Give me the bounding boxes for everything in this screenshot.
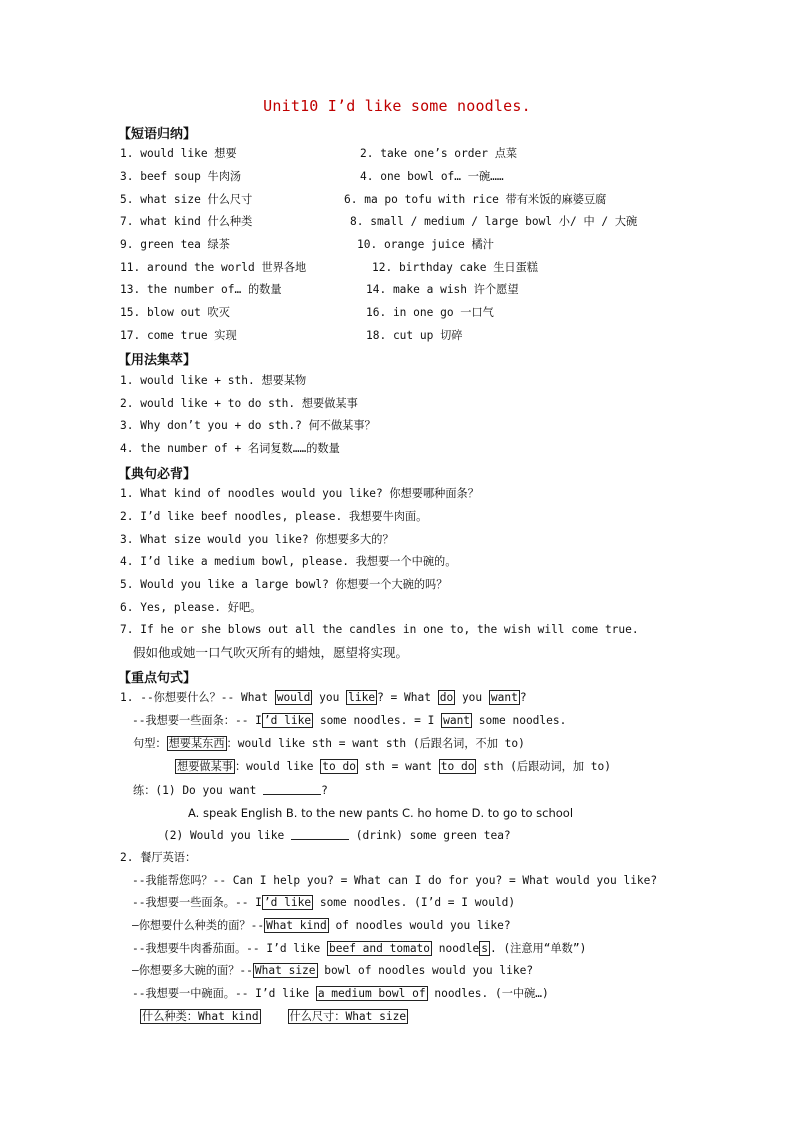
boxed-word: s bbox=[481, 942, 488, 955]
phrase-item: 4. one bowl of… 一碗…… bbox=[360, 170, 504, 183]
answer-blank[interactable] bbox=[263, 782, 321, 795]
sentence-item: 4. I’d like a medium bowl, please. 我想要一个中碗的。 bbox=[120, 555, 457, 568]
usage-item: 3. Why don’t you + do sth.? 何不做某事？ bbox=[120, 419, 376, 432]
phrase-item: 2. take one’s order 点菜 bbox=[360, 147, 518, 160]
dialogue-line: --我能帮您吗？-- Can I help you? = What can I do for you? = What would you like? bbox=[132, 874, 658, 887]
phrase-item: 17. come true 实现 bbox=[120, 329, 237, 342]
boxed-word: to do bbox=[322, 760, 356, 773]
phrase-item: 7. what kind 什么种类 bbox=[120, 215, 253, 228]
phrase-item: 13. the number of… 的数量 bbox=[120, 283, 282, 296]
usage-item: 4. the number of + 名词复数……的数量 bbox=[120, 442, 340, 455]
boxed-word: ’d like bbox=[263, 896, 312, 909]
phrase-item: 9. green tea 绿茶 bbox=[120, 238, 230, 251]
page-title: Unit10 I’d like some noodles. bbox=[263, 97, 531, 115]
sentence-item: 5. Would you like a large bowl? 你想要一个大碗的吗？ bbox=[120, 578, 448, 591]
boxed-word: do bbox=[439, 691, 454, 704]
sentence-item: 3. What size would you like? 你想要多大的？ bbox=[120, 533, 394, 546]
dialogue-line: --我想要牛肉番茄面。-- I’d like beef and tomato noodle s . (注意用“单数”) bbox=[132, 942, 587, 955]
boxed-summary: 什么种类：What kind bbox=[142, 1010, 259, 1023]
section-heading-phrases: 【短语归纳】 bbox=[118, 127, 197, 142]
boxed-word: ’d like bbox=[263, 714, 312, 727]
boxed-word: 想要做某事 bbox=[177, 760, 233, 773]
boxed-word: want bbox=[443, 714, 471, 727]
sentence-item: 6. Yes, please. 好吧。 bbox=[120, 601, 262, 614]
boxed-word: like bbox=[348, 691, 376, 704]
phrase-item: 3. beef soup 牛肉汤 bbox=[120, 170, 242, 183]
dialogue-line: –你想要什么种类的面？-- What kind of noodles would you like? bbox=[132, 919, 511, 932]
exercise-question: (2) Would you like (drink) some green tea? bbox=[163, 829, 511, 842]
pattern-line: 想要做某事 ：would like to do sth = want to do sth (后跟动词，加 to) bbox=[177, 760, 611, 773]
boxed-word: a medium bowl of bbox=[317, 987, 426, 1000]
dialogue-line: --我想要一中碗面。-- I’d like a medium bowl of noodles. (一中碗…) bbox=[132, 987, 549, 1000]
phrase-item: 16. in one go 一口气 bbox=[366, 306, 494, 319]
phrase-item: 18. cut up 切碎 bbox=[366, 329, 463, 342]
pattern-line: 句型： 想要某东西 ：would like sth = want sth (后跟名词，不加 to) bbox=[133, 737, 525, 750]
sentence-item: 2. I’d like beef noodles, please. 我想要牛肉面。 bbox=[120, 510, 428, 523]
phrase-item: 12. birthday cake 生日蛋糕 bbox=[372, 261, 538, 274]
boxed-summary: 什么尺寸：What size bbox=[289, 1010, 407, 1023]
boxed-word: What kind bbox=[266, 919, 327, 932]
sentence-translation: 假如他或她一口气吹灭所有的蜡烛，愿望将实现。 bbox=[133, 645, 409, 660]
phrase-item: 5. what size 什么尺寸 bbox=[120, 193, 253, 206]
answer-blank[interactable] bbox=[291, 827, 349, 840]
pattern-line: --我想要一些面条：-- I ’d like some noodles. = I want some noodles. bbox=[132, 714, 567, 727]
phrase-item: 8. small / medium / large bowl 小/ 中 / 大碗 bbox=[350, 215, 638, 228]
boxed-word: would bbox=[276, 691, 311, 704]
exercise-question: 练：(1) Do you want ? bbox=[133, 784, 328, 797]
sentence-item: 7. If he or she blows out all the candles in one to, the wish will come true. bbox=[120, 623, 639, 636]
dialogue-line: –你想要多大碗的面？-- What size bowl of noodles would you like? bbox=[132, 964, 534, 977]
boxed-word: to do bbox=[440, 760, 475, 773]
phrase-item: 11. around the world 世界各地 bbox=[120, 261, 307, 274]
phrase-item: 14. make a wish 许个愿望 bbox=[366, 283, 519, 296]
summary-line bbox=[140, 1009, 408, 1025]
phrase-item: 6. ma po tofu with rice 带有米饭的麻婆豆腐 bbox=[344, 193, 607, 206]
phrase-item: 1. would like 想要 bbox=[120, 147, 237, 160]
section-heading-usage: 【用法集萃】 bbox=[118, 353, 197, 368]
pattern-line: 1. --你想要什么？-- What would you like ? = What do you want ? bbox=[120, 691, 527, 704]
boxed-word: beef and tomato bbox=[329, 942, 431, 955]
phrase-item: 10. orange juice 橘汁 bbox=[357, 238, 494, 251]
boxed-word: 想要某东西 bbox=[168, 737, 225, 750]
usage-item: 2. would like + to do sth. 想要做某事 bbox=[120, 397, 358, 410]
dialogue-line: --我想要一些面条。-- I ’d like some noodles. (I’d = I would) bbox=[132, 896, 516, 909]
section-heading-sentences: 【典句必背】 bbox=[118, 467, 197, 482]
usage-item: 1. would like + sth. 想要某物 bbox=[120, 374, 307, 387]
exercise-options: A. speak English B. to the new pants C. ho home D. to go to school bbox=[188, 806, 574, 820]
pattern-heading: 2. 餐厅英语： bbox=[120, 851, 197, 864]
boxed-word: What size bbox=[254, 964, 316, 977]
sentence-item: 1. What kind of noodles would you like? 你想要哪种面条？ bbox=[120, 487, 479, 500]
section-heading-patterns: 【重点句式】 bbox=[118, 671, 197, 686]
boxed-word: want bbox=[490, 691, 518, 704]
phrase-item: 15. blow out 吹灭 bbox=[120, 306, 230, 319]
